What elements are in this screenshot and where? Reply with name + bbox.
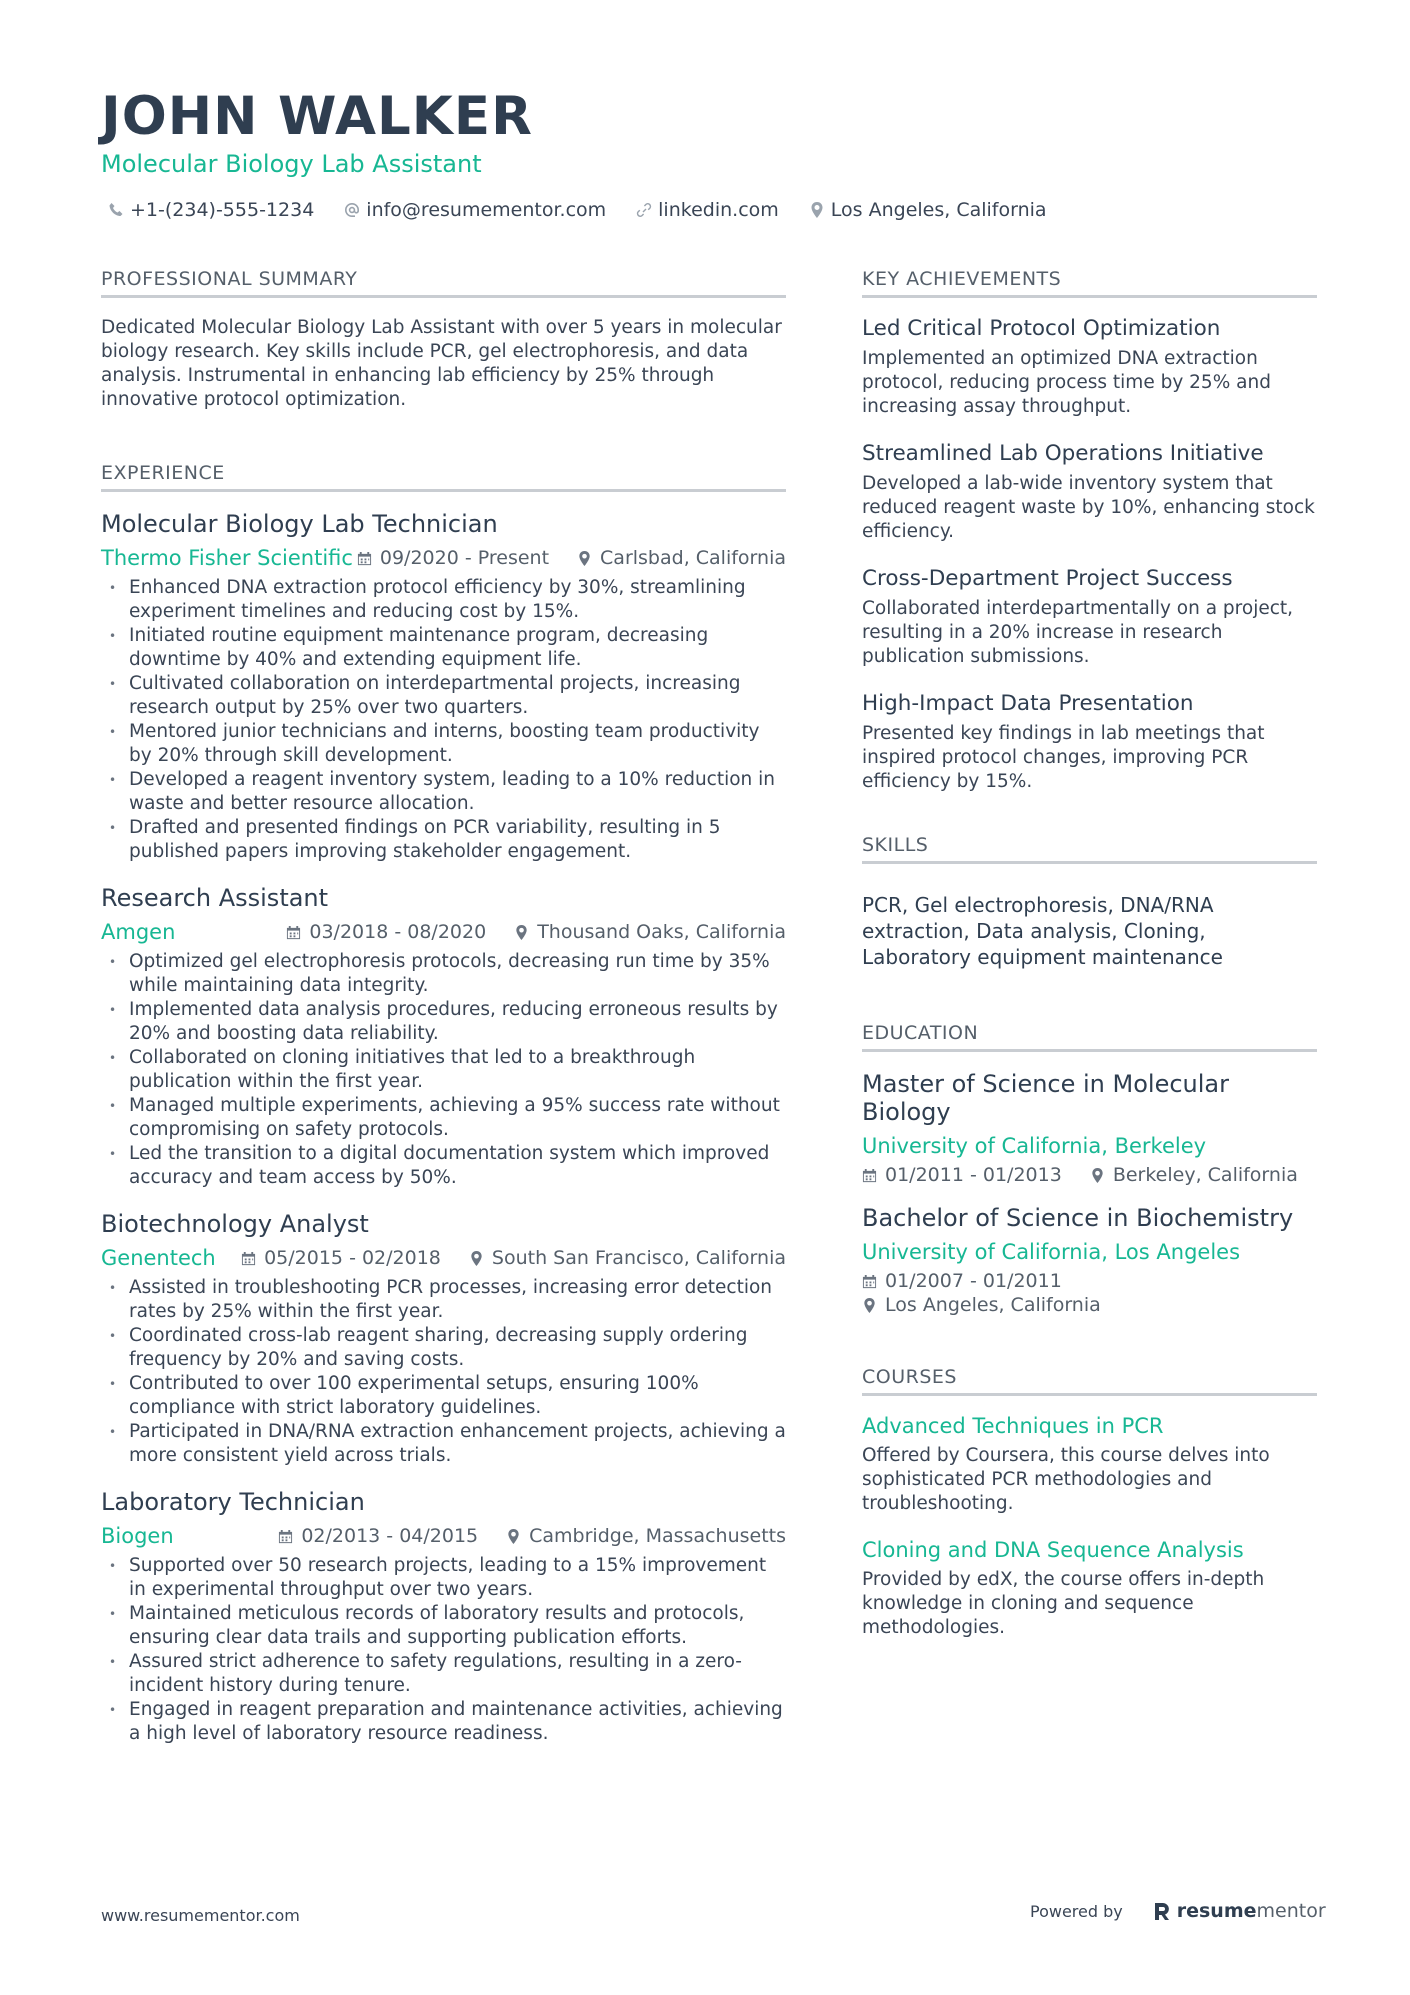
education-location xyxy=(862,1294,1317,1316)
job-location xyxy=(577,547,786,569)
job-title: Laboratory Technician xyxy=(101,1488,365,1516)
job-bullets xyxy=(101,576,786,864)
skills-heading: SKILLS xyxy=(862,834,1317,864)
right-column xyxy=(862,268,1317,1662)
summary-heading: PROFESSIONAL SUMMARY xyxy=(101,268,786,298)
contact-linkedin[interactable] xyxy=(636,199,779,221)
education-location-text: Los Angeles, California xyxy=(885,1294,1101,1316)
job-dates-text: 09/2020 - Present xyxy=(379,547,550,569)
education-item xyxy=(862,1204,1317,1316)
linkedin-text: linkedin.com xyxy=(658,199,779,221)
job-title: Research Assistant xyxy=(101,884,329,912)
phone-text: +1-(234)-555-1234 xyxy=(130,199,315,221)
location-pin-icon xyxy=(514,925,529,940)
job-bullets xyxy=(101,1554,786,1746)
job-location xyxy=(469,1247,786,1269)
job-dates xyxy=(286,921,486,943)
footer-powered xyxy=(1030,1900,1326,1922)
job-meta-right xyxy=(241,1247,786,1269)
job-meta-right xyxy=(357,547,786,569)
brand-name-accent: mentor xyxy=(1256,1900,1326,1922)
contact-email[interactable] xyxy=(344,199,606,221)
job-meta xyxy=(101,1246,786,1270)
achievement-item xyxy=(862,441,1317,544)
job-bullet: • Managed multiple experiments, achieving a 95% success rate without compromising on safety protocols. xyxy=(101,1094,786,1142)
education-location xyxy=(1090,1164,1298,1186)
link-icon xyxy=(636,202,652,218)
summary-text: Dedicated Molecular Biology Lab Assistant with over 5 years in molecular biology research. Key skills include PCR, gel electrophoresis, and data analysis. Instrumental in enhancing lab efficiency by 25% through innovative protocol optimization. xyxy=(101,317,782,410)
achievement-title: Led Critical Protocol Optimization xyxy=(862,316,1221,341)
location-pin-icon xyxy=(809,202,825,218)
job-title: Biotechnology Analyst xyxy=(101,1210,369,1238)
job-company: Biogen xyxy=(101,1524,174,1548)
courses-heading: COURSES xyxy=(862,1366,1317,1396)
education-meta xyxy=(862,1164,1317,1186)
achievement-title: Cross-Department Project Success xyxy=(862,566,1233,591)
job-company: Amgen xyxy=(101,920,176,944)
job-bullet: • Maintained meticulous records of laboratory results and protocols, ensuring clear data trails and supporting publication efforts. xyxy=(101,1602,786,1650)
brand-name-main: resume xyxy=(1176,1900,1257,1922)
skills-text: PCR, Gel electrophoresis, DNA/RNA extraction, Data analysis, Cloning, Laboratory equipment maintenance xyxy=(862,893,1223,969)
calendar-icon xyxy=(862,1168,877,1183)
course-title: Advanced Techniques in PCR xyxy=(862,1414,1164,1438)
left-column xyxy=(101,268,786,1766)
phone-icon xyxy=(108,202,124,218)
job-meta-right xyxy=(286,921,786,943)
calendar-icon xyxy=(862,1274,877,1289)
job-dates xyxy=(278,1525,478,1547)
job-meta xyxy=(101,920,786,944)
achievement-item xyxy=(862,691,1317,794)
location-pin-icon xyxy=(1090,1168,1105,1183)
job-meta-right xyxy=(278,1525,786,1547)
job-location-text: Thousand Oaks, California xyxy=(537,921,786,943)
education-meta xyxy=(862,1270,1317,1316)
job-bullet: • Coordinated cross-lab reagent sharing, decreasing supply ordering frequency by 20% and saving costs. xyxy=(101,1324,786,1372)
resumementor-logo-icon xyxy=(1153,1901,1171,1921)
job-bullet: • Developed a reagent inventory system, leading to a 10% reduction in waste and better resource allocation. xyxy=(101,768,786,816)
education-dates xyxy=(862,1164,1062,1186)
location-pin-icon xyxy=(506,1529,521,1544)
course-item xyxy=(862,1538,1317,1640)
achievement-desc: Implemented an optimized DNA extraction protocol, reducing process time by 25% and increasing assay throughput. xyxy=(862,348,1271,417)
education-dates xyxy=(862,1270,1317,1292)
job-bullets xyxy=(101,1276,786,1468)
job-company: Thermo Fisher Scientific xyxy=(101,546,353,570)
achievement-title: Streamlined Lab Operations Initiative xyxy=(862,441,1264,466)
contact-location xyxy=(809,199,1047,221)
achievement-item xyxy=(862,316,1317,419)
job-location-text: Carlsbad, California xyxy=(600,547,786,569)
job-meta xyxy=(101,546,786,570)
powered-by-label: Powered by xyxy=(1030,1901,1123,1921)
email-text: info@resumementor.com xyxy=(366,199,607,221)
job-bullet: • Assisted in troubleshooting PCR processes, increasing error detection rates by 25% within the first year. xyxy=(101,1276,786,1324)
education-degree: Master of Science in Molecular Biology xyxy=(862,1070,1229,1126)
location-pin-icon xyxy=(469,1251,484,1266)
job-company: Genentech xyxy=(101,1246,216,1270)
achievements-heading: KEY ACHIEVEMENTS xyxy=(862,268,1317,298)
education-heading: EDUCATION xyxy=(862,1022,1317,1052)
achievement-desc: Collaborated interdepartmentally on a project, resulting in a 20% increase in research publication submissions. xyxy=(862,598,1294,667)
at-icon xyxy=(344,202,360,218)
candidate-role: Molecular Biology Lab Assistant xyxy=(101,150,482,178)
job-bullet: • Assured strict adherence to safety regulations, resulting in a zero-incident history during tenure. xyxy=(101,1650,786,1698)
location-text: Los Angeles, California xyxy=(830,199,1047,221)
job-location-text: Cambridge, Massachusetts xyxy=(529,1525,786,1547)
course-desc: Provided by edX, the course offers in-depth knowledge in cloning and sequence methodologies. xyxy=(862,1569,1265,1638)
footer-website[interactable]: www.resumementor.com xyxy=(101,1906,300,1925)
education-location-text: Berkeley, California xyxy=(1112,1164,1298,1186)
job-bullet: • Participated in DNA/RNA extraction enhancement projects, achieving a more consistent yield across trials. xyxy=(101,1420,786,1468)
location-pin-icon xyxy=(577,551,592,566)
education-school: University of California, Berkeley xyxy=(862,1134,1207,1158)
job-bullet: • Mentored junior technicians and interns, boosting team productivity by 20% through skill development. xyxy=(101,720,786,768)
achievement-desc: Developed a lab-wide inventory system that reduced reagent waste by 10%, enhancing stock efficiency. xyxy=(862,473,1315,542)
calendar-icon xyxy=(241,1251,256,1266)
job-dates xyxy=(357,547,549,569)
job-bullet: • Optimized gel electrophoresis protocols, decreasing run time by 35% while maintaining data integrity. xyxy=(101,950,786,998)
education-degree: Bachelor of Science in Biochemistry xyxy=(862,1204,1294,1232)
calendar-icon xyxy=(286,925,301,940)
job-location-text: South San Francisco, California xyxy=(491,1247,786,1269)
job-dates xyxy=(241,1247,441,1269)
calendar-icon xyxy=(357,551,372,566)
job-entry xyxy=(101,510,786,864)
job-location xyxy=(514,921,786,943)
job-dates-text: 03/2018 - 08/2020 xyxy=(309,921,487,943)
location-pin-icon xyxy=(862,1298,877,1313)
achievement-item xyxy=(862,566,1317,669)
job-dates-text: 05/2015 - 02/2018 xyxy=(264,1247,441,1269)
course-desc: Offered by Coursera, this course delves into sophisticated PCR methodologies and troubleshooting. xyxy=(862,1445,1270,1514)
education-dates-text: 01/2011 - 01/2013 xyxy=(885,1164,1062,1186)
achievement-title: High-Impact Data Presentation xyxy=(862,691,1194,716)
job-entry xyxy=(101,1488,786,1746)
job-dates-text: 02/2013 - 04/2015 xyxy=(301,1525,479,1547)
course-title: Cloning and DNA Sequence Analysis xyxy=(862,1538,1244,1562)
job-entry xyxy=(101,1210,786,1468)
calendar-icon xyxy=(278,1529,293,1544)
contact-bar xyxy=(108,199,1047,221)
job-bullet: • Implemented data analysis procedures, reducing erroneous results by 20% and boosting data reliability. xyxy=(101,998,786,1046)
brand-logo[interactable] xyxy=(1153,1900,1326,1922)
job-entry xyxy=(101,884,786,1190)
education-school: University of California, Los Angeles xyxy=(862,1240,1241,1264)
education-item xyxy=(862,1070,1317,1186)
job-bullet: • Initiated routine equipment maintenance program, decreasing downtime by 40% and extending equipment life. xyxy=(101,624,786,672)
course-item xyxy=(862,1414,1317,1516)
job-bullet: • Supported over 50 research projects, leading to a 15% improvement in experimental throughput over two years. xyxy=(101,1554,786,1602)
job-bullet: • Engaged in reagent preparation and maintenance activities, achieving a high level of laboratory resource readiness. xyxy=(101,1698,786,1746)
job-bullet: • Cultivated collaboration on interdepartmental projects, increasing research output by 25% over two quarters. xyxy=(101,672,786,720)
job-bullet: • Enhanced DNA extraction protocol efficiency by 30%, streamlining experiment timelines and reducing cost by 15%. xyxy=(101,576,786,624)
job-bullet: • Drafted and presented findings on PCR variability, resulting in 5 published papers improving stakeholder engagement. xyxy=(101,816,786,864)
job-meta xyxy=(101,1524,786,1548)
experience-heading: EXPERIENCE xyxy=(101,462,786,492)
achievement-desc: Presented key findings in lab meetings that inspired protocol changes, improving PCR efficiency by 15%. xyxy=(862,723,1265,792)
job-bullet: • Contributed to over 100 experimental setups, ensuring 100% compliance with strict laboratory guidelines. xyxy=(101,1372,786,1420)
contact-phone[interactable] xyxy=(108,199,314,221)
job-bullet: • Led the transition to a digital documentation system which improved accuracy and team access by 50%. xyxy=(101,1142,786,1190)
job-bullet: • Collaborated on cloning initiatives that led to a breakthrough publication within the first year. xyxy=(101,1046,786,1094)
job-bullets xyxy=(101,950,786,1190)
candidate-name: JOHN WALKER xyxy=(101,86,533,147)
education-dates-text: 01/2007 - 01/2011 xyxy=(885,1270,1062,1292)
job-location xyxy=(506,1525,786,1547)
job-title: Molecular Biology Lab Technician xyxy=(101,510,498,538)
